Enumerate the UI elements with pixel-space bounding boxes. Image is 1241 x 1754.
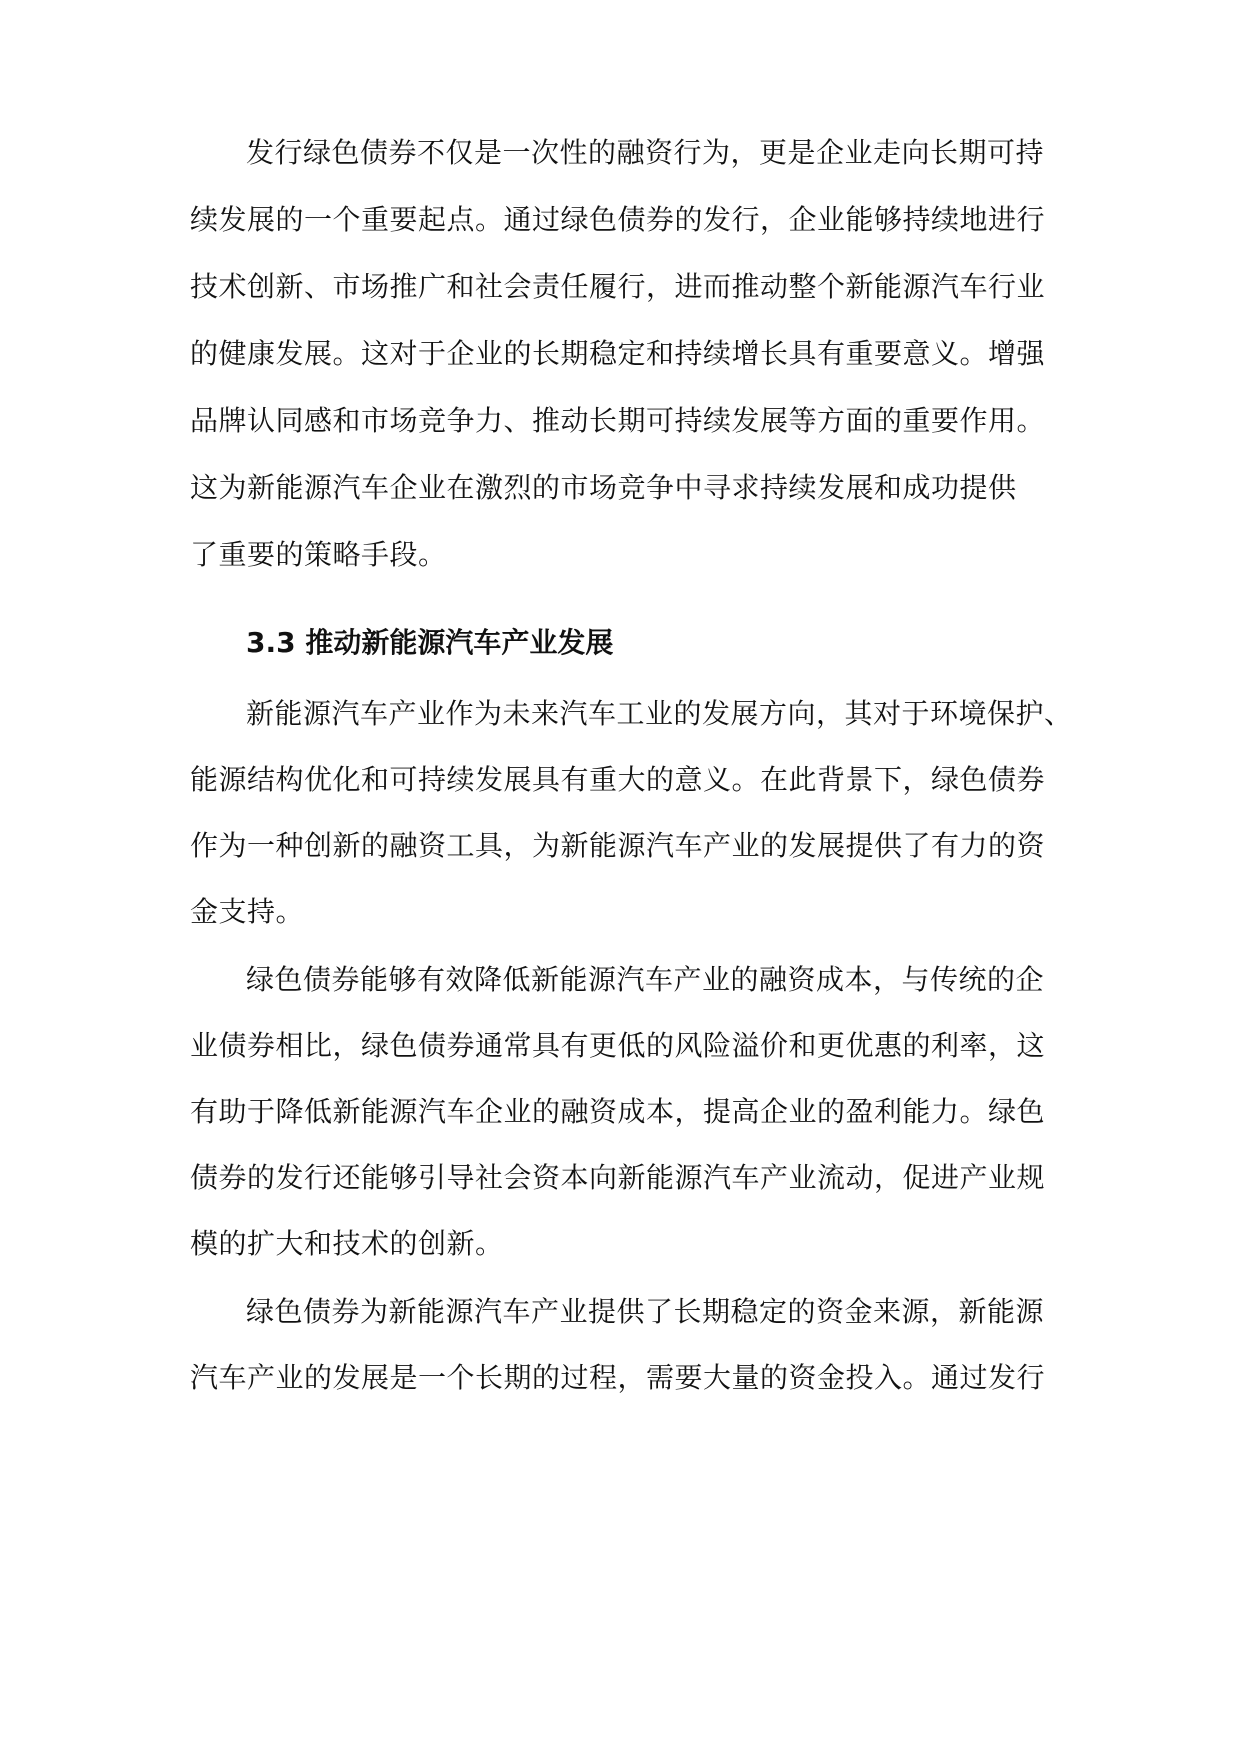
paragraph-line: 发行绿色债券不仅是一次性的融资行为，更是企业走向长期可持 bbox=[246, 136, 1045, 169]
paragraph-line: 债券的发行还能够引导社会资本向新能源汽车产业流动，促进产业规 bbox=[190, 1161, 1046, 1194]
paragraph-line: 汽车产业的发展是一个长期的过程，需要大量的资金投入。通过发行 bbox=[190, 1361, 1046, 1394]
paragraph-line: 绿色债券为新能源汽车产业提供了长期稳定的资金来源，新能源 bbox=[246, 1295, 1045, 1328]
paragraph-line: 技术创新、市场推广和社会责任履行，进而推动整个新能源汽车行业 bbox=[190, 270, 1046, 303]
paragraph-line: 品牌认同感和市场竞争力、推动长期可持续发展等方面的重要作用。 bbox=[190, 404, 1046, 437]
paragraph-line: 这为新能源汽车企业在激烈的市场竞争中寻求持续发展和成功提供 bbox=[190, 471, 1017, 504]
paragraph-line: 了重要的策略手段。 bbox=[190, 538, 447, 571]
paragraph-line: 作为一种创新的融资工具，为新能源汽车产业的发展提供了有力的资 bbox=[190, 829, 1046, 862]
paragraph-line: 绿色债券能够有效降低新能源汽车产业的融资成本，与传统的企 bbox=[246, 963, 1045, 996]
paragraph-line: 模的扩大和技术的创新。 bbox=[190, 1227, 504, 1260]
section-heading: 3.3 推动新能源汽车产业发展 bbox=[246, 626, 614, 659]
paragraph-line: 的健康发展。这对于企业的长期稳定和持续增长具有重要意义。增强 bbox=[190, 337, 1046, 370]
paragraph-line: 新能源汽车产业作为未来汽车工业的发展方向，其对于环境保护、 bbox=[246, 697, 1073, 730]
paragraph-line: 有助于降低新能源汽车企业的融资成本，提高企业的盈利能力。绿色 bbox=[190, 1095, 1046, 1128]
paragraph-line: 业债券相比，绿色债券通常具有更低的风险溢价和更优惠的利率，这 bbox=[190, 1029, 1046, 1062]
paragraph-line: 续发展的一个重要起点。通过绿色债券的发行，企业能够持续地进行 bbox=[190, 203, 1046, 236]
paragraph-line: 金支持。 bbox=[190, 895, 305, 928]
paragraph-line: 能源结构优化和可持续发展具有重大的意义。在此背景下，绿色债券 bbox=[190, 763, 1046, 796]
